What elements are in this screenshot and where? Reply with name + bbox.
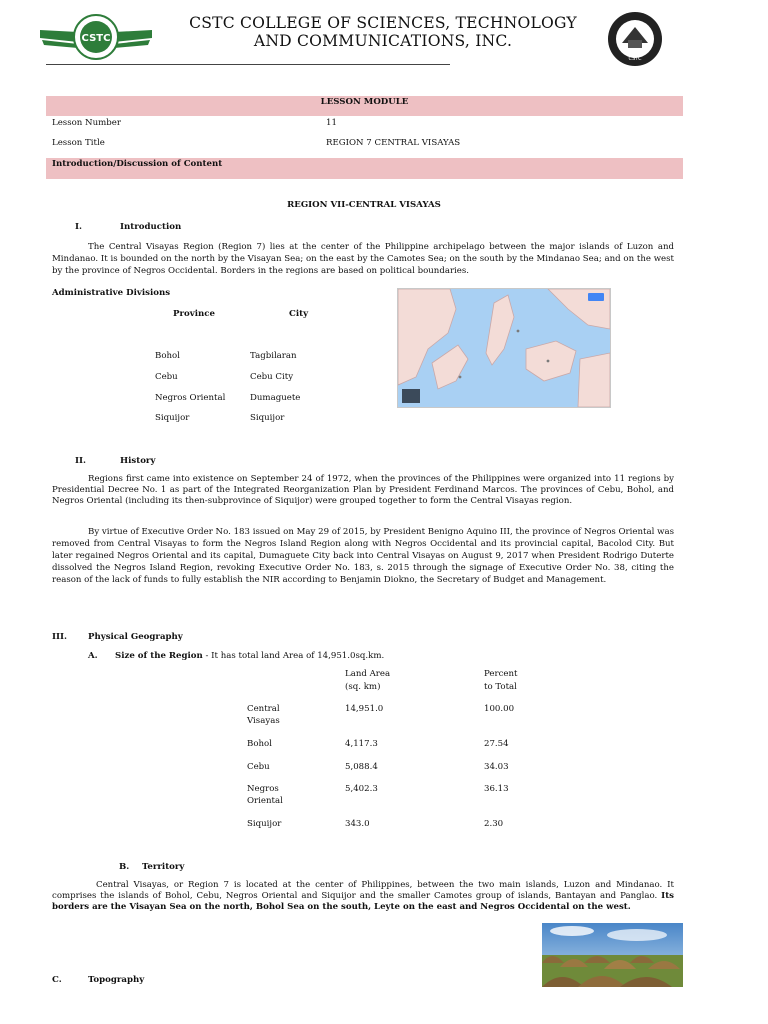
admin-row-city: Cebu City bbox=[250, 372, 294, 382]
territory-heading: Territory bbox=[142, 862, 185, 872]
admin-heading: Administrative Divisions bbox=[52, 288, 171, 298]
intro-numeral: I. bbox=[75, 222, 83, 232]
left-logo bbox=[38, 14, 154, 60]
header-rule bbox=[46, 64, 450, 65]
area-row-name: Visayas bbox=[247, 716, 280, 726]
intro-paragraph-text: The Central Visayas Region (Region 7) lies at the center of the Philippine archipelago between the major islands of Luzon and Mindanao. It is bounded on the north by the Visayan Sea; on the east by the Camotes Sea; on the south by the Mindanao Sea; and on the west by the province of Negros Occidental. Borders in the regions are based on political boundaries. bbox=[52, 242, 674, 276]
history-heading: History bbox=[120, 456, 156, 466]
right-logo-text: CSTC bbox=[628, 56, 642, 62]
area-row-value: 343.0 bbox=[345, 819, 370, 829]
area-row-pct: 36.13 bbox=[484, 784, 509, 794]
admin-row-province: Cebu bbox=[155, 372, 178, 382]
area-row-name: Bohol bbox=[247, 739, 272, 749]
chocolate-hills-photo bbox=[542, 923, 683, 987]
pct-col-header: Percent bbox=[484, 669, 518, 679]
area-row-value: 14,951.0 bbox=[345, 704, 384, 714]
lesson-number-value: 11 bbox=[326, 118, 337, 128]
history-numeral: II. bbox=[75, 456, 87, 466]
admin-row-city: Siquijor bbox=[250, 413, 285, 423]
size-text: - It has total land Area of 14,951.0sq.km. bbox=[202, 651, 385, 661]
area-row-name: Siquijor bbox=[247, 819, 282, 829]
history-paragraph-1 bbox=[52, 474, 674, 507]
area-col-header: Land Area bbox=[345, 669, 391, 679]
topography-heading: Topography bbox=[88, 975, 145, 985]
admin-row-province: Bohol bbox=[155, 351, 180, 361]
admin-col-province: Province bbox=[173, 309, 215, 319]
area-row-pct: 27.54 bbox=[484, 739, 509, 749]
area-row-name: Oriental bbox=[247, 796, 283, 806]
intro-paragraph bbox=[52, 241, 674, 277]
territory-label: B. bbox=[119, 862, 130, 872]
size-label: A. bbox=[88, 651, 98, 661]
admin-row-province: Siquijor bbox=[155, 413, 190, 423]
area-row-name: Central bbox=[247, 704, 280, 714]
history-paragraph-2 bbox=[52, 526, 674, 586]
admin-row-city: Dumaguete bbox=[250, 393, 301, 403]
territory-text: Central Visayas, or Region 7 is located at the center of Philippines, between the two main islands, Luzon and Mindanao. It comprises the islands of Bohol, Cebu, Negros Oriental and Siquijor and the smaller Camotes group of islands, Bantayan and Panglao. bbox=[52, 880, 674, 901]
section-title: REGION VII-CENTRAL VISAYAS bbox=[287, 200, 441, 210]
admin-row-province: Negros Oriental bbox=[155, 393, 226, 403]
geo-heading: Physical Geography bbox=[88, 632, 183, 642]
school-name-line1: CSTC COLLEGE OF SCIENCES, TECHNOLOGY bbox=[189, 14, 577, 32]
right-logo bbox=[598, 10, 672, 68]
history-paragraph-2-text: By virtue of Executive Order No. 183 issued on May 29 of 2015, by President Benigno Aquino III, the province of Negros Oriental was removed from Central Visayas to form the Negros Island Region along with Negros Occidental and its provincial capital, Bacolod City. But later regained Negros Oriental and its capital, Dumaguete City back into Central Visayas on August 9, 2017 when President Rodrigo Duterte dissolved the Negros Island Region, revoking Executive Order No. 183, s. 2015 through the signage of Executive Order No. 38, citing the reason of the lack of funds to fully establish the NIR according to Benjamin Diokno, the Secretary of Budget and Management. bbox=[52, 527, 674, 585]
left-logo-text: CSTC bbox=[81, 33, 111, 44]
admin-col-city: City bbox=[289, 309, 309, 319]
area-row-pct: 2.30 bbox=[484, 819, 504, 829]
module-heading: LESSON MODULE bbox=[320, 97, 409, 107]
geo-numeral: III. bbox=[52, 632, 68, 642]
lesson-title-label: Lesson Title bbox=[52, 138, 105, 148]
school-name-line2: AND COMMUNICATIONS, INC. bbox=[253, 32, 513, 50]
area-row-value: 5,402.3 bbox=[345, 784, 378, 794]
lesson-title-value: REGION 7 CENTRAL VISAYAS bbox=[326, 138, 461, 148]
territory-borders-text: Its borders are the Visayan Sea on the north, Bohol Sea on the south, Leyte on the east and Negros Occidental on the west. bbox=[52, 891, 674, 912]
territory-paragraph bbox=[52, 880, 674, 913]
size-line bbox=[115, 651, 384, 662]
intro-heading: Introduction bbox=[120, 222, 182, 232]
region-map-image bbox=[397, 288, 611, 408]
area-row-value: 5,088.4 bbox=[345, 762, 378, 772]
area-row-name: Negros bbox=[247, 784, 279, 794]
intro-discussion-label: Introduction/Discussion of Content bbox=[52, 159, 223, 169]
topography-label: C. bbox=[52, 975, 62, 985]
area-row-pct: 34.03 bbox=[484, 762, 509, 772]
area-row-pct: 100.00 bbox=[484, 704, 515, 714]
area-row-value: 4,117.3 bbox=[345, 739, 378, 749]
history-paragraph-1-text: Regions first came into existence on September 24 of 1972, when the provinces of the Philippines were organized into 11 regions by Presidential Decree No. 1 as part of the Integrated Reorganization Plan by President Ferdinand Marcos. The provinces of Cebu, Bohol, and Negros Oriental (including its then-subprovince of Siquijor) were grouped together to form the Central Visayas region. bbox=[52, 474, 674, 506]
pct-col-header: to Total bbox=[484, 682, 517, 692]
size-heading: Size of the Region bbox=[115, 651, 203, 661]
area-row-name: Cebu bbox=[247, 762, 270, 772]
lesson-number-label: Lesson Number bbox=[52, 118, 121, 128]
area-col-header: (sq. km) bbox=[345, 682, 381, 692]
admin-row-city: Tagbilaran bbox=[250, 351, 297, 361]
